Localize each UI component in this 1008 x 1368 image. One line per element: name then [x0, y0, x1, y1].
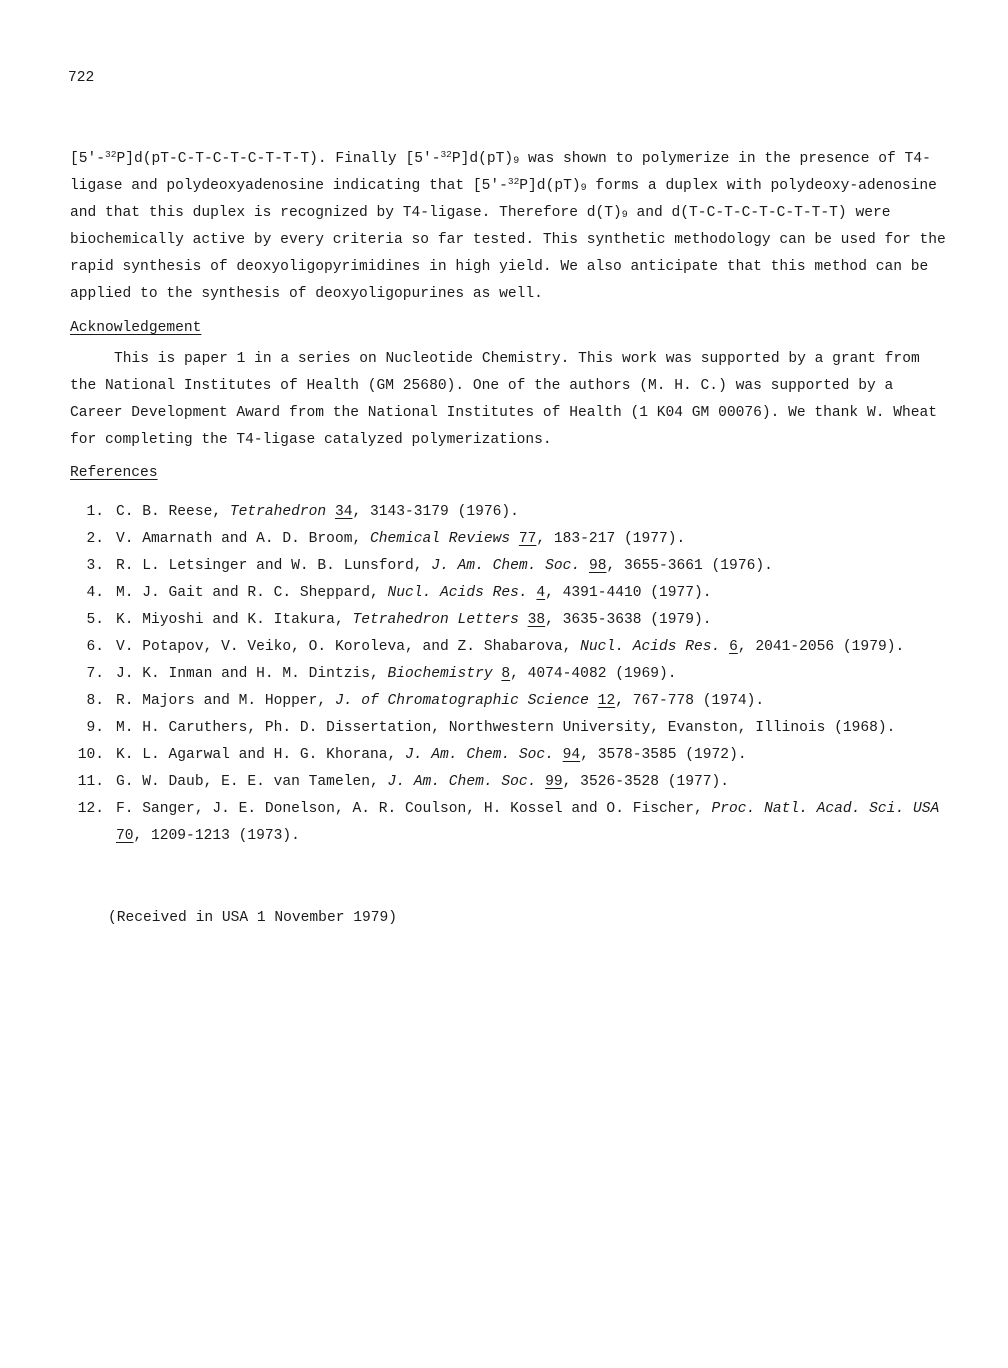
reference-item [60, 688, 950, 715]
reference-text: R. L. Letsinger and W. B. Lunsford, J. Am. Chem. Soc. 98, 3655-3661 (1976). [116, 558, 773, 574]
acknowledgement-text: This is paper 1 in a series on Nucleotide Chemistry. This work was supported by a grant from the National Institutes of Health (GM 25680). One of the authors (M. H. C.) was supported by a Career Development Award from the National Institutes of Health (1 K04 GM 00076). We thank W. Wheat for completing the T4-ligase catalyzed polymerizations. [70, 351, 938, 448]
reference-text: K. L. Agarwal and H. G. Khorana, J. Am. Chem. Soc. 94, 3578-3585 (1972). [116, 747, 747, 763]
references-heading: References [70, 465, 158, 481]
reference-item [60, 553, 950, 580]
reference-list [60, 499, 950, 850]
reference-item [60, 634, 950, 661]
reference-item [60, 499, 950, 526]
received-date: (Received in USA 1 November 1979) [108, 910, 398, 926]
reference-text: V. Potapov, V. Veiko, O. Koroleva, and Z. Shabarova, Nucl. Acids Res. 6, 2041-2056 (1979). [116, 639, 905, 655]
reference-number: 11. [77, 774, 104, 790]
reference-text: R. Majors and M. Hopper, J. of Chromatographic Science 12, 767-778 (1974). [116, 693, 765, 709]
reference-text: K. Miyoshi and K. Itakura, Tetrahedron Letters 38, 3635-3638 (1979). [116, 612, 712, 628]
reference-text: M. J. Gait and R. C. Sheppard, Nucl. Acids Res. 4, 4391-4410 (1977). [116, 585, 712, 601]
reference-text: J. K. Inman and H. M. Dintzis, Biochemistry 8, 4074-4082 (1969). [116, 666, 677, 682]
reference-item [60, 661, 950, 688]
reference-number: 4. [86, 585, 104, 601]
acknowledgement-heading: Acknowledgement [70, 320, 202, 336]
reference-number: 12. [77, 801, 104, 817]
reference-item [60, 796, 950, 850]
reference-number: 10. [77, 747, 104, 763]
reference-text: G. W. Daub, E. E. van Tamelen, J. Am. Chem. Soc. 99, 3526-3528 (1977). [116, 774, 730, 790]
reference-item [60, 607, 950, 634]
page-number: 722 [68, 70, 95, 86]
reference-item [60, 580, 950, 607]
reference-number: 1. [86, 504, 104, 520]
reference-number: 7. [86, 666, 104, 682]
reference-number: 2. [86, 531, 104, 547]
reference-item [60, 769, 950, 796]
reference-item [60, 742, 950, 769]
body-paragraph: [5'-$^{32}$P]d(pT-C-T-C-T-C-T-T-T). Finally $[5'-^{32}P]d(pT)_9$ was shown to polymerize in the presence of T4-ligase and polydeoxyadenosine indicating that $[5'-^{32}P]d(pT)_9$ forms a duplex with polydeoxy-adenosine and that this duplex is recognized by T4-ligase. Therefore $d(T)_9$ and d(T-C-T-C-T-C-T-T-T) were biochemically active by every criteria so far tested. This synthetic methodology can be used for the rapid synthesis of deoxyoligopyrimidines in high yield. We also anticipate that this method can be applied to the synthesis of deoxyoligopurines as well. [70, 149, 946, 302]
reference-item [60, 526, 950, 553]
reference-item [60, 715, 950, 742]
reference-number: 6. [86, 639, 104, 655]
reference-number: 9. [86, 720, 104, 736]
reference-text: M. H. Caruthers, Ph. D. Dissertation, Northwestern University, Evanston, Illinois (1968). [116, 720, 896, 736]
reference-number: 5. [86, 612, 104, 628]
reference-text: C. B. Reese, Tetrahedron 34, 3143-3179 (1976). [116, 504, 519, 520]
reference-text: V. Amarnath and A. D. Broom, Chemical Reviews 77, 183-217 (1977). [116, 531, 686, 547]
reference-number: 8. [86, 693, 104, 709]
reference-number: 3. [86, 558, 104, 574]
reference-text: F. Sanger, J. E. Donelson, A. R. Coulson, H. Kossel and O. Fischer, Proc. Natl. Acad. Sci. USA 70, 1209-1213 (1973). [116, 801, 940, 844]
